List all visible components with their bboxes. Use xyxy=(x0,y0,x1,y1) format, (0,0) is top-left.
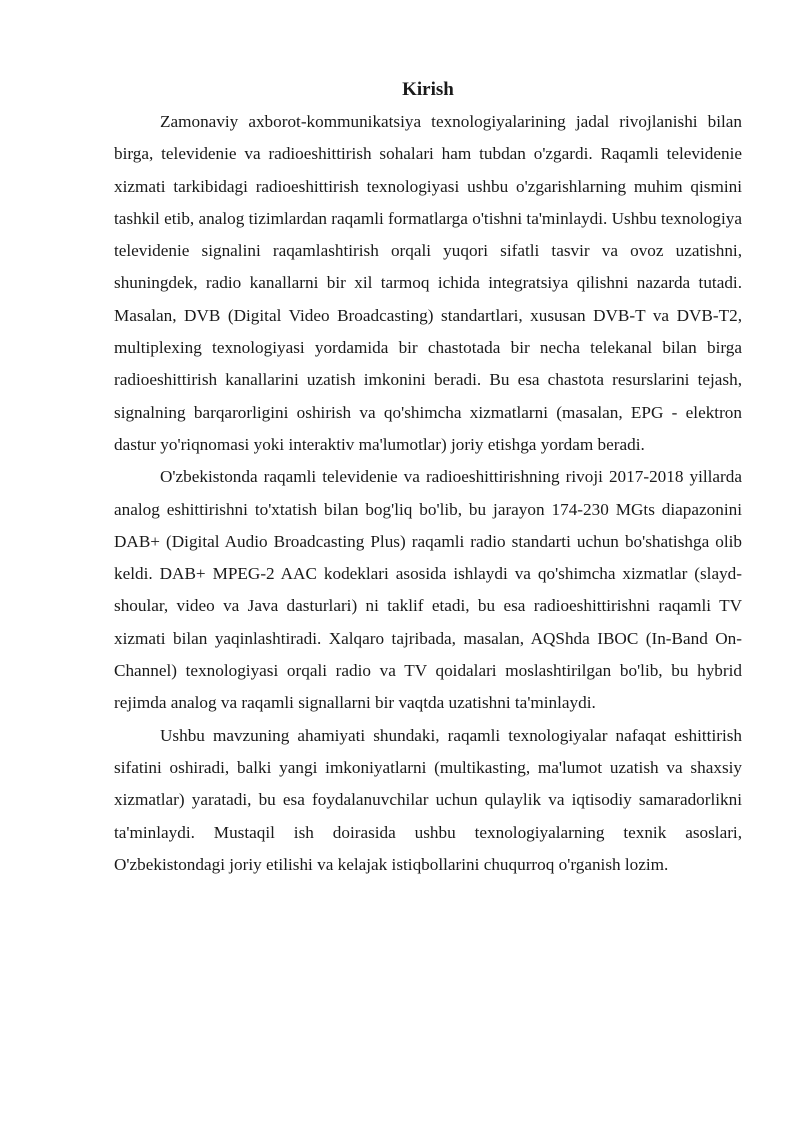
paragraph-intro: Zamonaviy axborot-kommunikatsiya texnologiyalarining jadal rivojlanishi bilan birga, televidenie va radioeshittirish sohalari ham tubdan o'zgardi. Raqamli televidenie xizmati tarkibidagi radioeshittirish texnologiyasi ushbu o'zgarishlarning muhim qismini tashkil etib, analog tizimlardan raqamli formatlarga o'tishni ta'minlaydi. Ushbu texnologiya televidenie signalini raqamlashtirish orqali yuqori sifatli tasvir va ovoz uzatishni, shuningdek, radio kanallarni bir xil tarmoq ichida integratsiya qilishni nazarda tutadi. Masalan, DVB (Digital Video Broadcasting) standartlari, xususan DVB-T va DVB-T2, multiplexing texnologiyasi yordamida bir chastotada bir necha telekanal bilan birga radioeshittirish kanallarini uzatish imkonini beradi. Bu esa chastota resurslarini tejash, signalning barqarorligini oshirish va qo'shimcha xizmatlarni (masalan, EPG - elektron dastur yo'riqnomasi yoki interaktiv ma'lumotlar) joriy etishga yordam beradi. xyxy=(114,112,742,454)
page-title: Kirish xyxy=(402,79,454,100)
paragraph-importance: Ushbu mavzuning ahamiyati shundaki, raqamli texnologiyalar nafaqat eshittirish sifatini oshiradi, balki yangi imkoniyatlarni (multikasting, ma'lumot uzatish va shaxsiy xizmatlar) yaratadi, bu esa foydalanuvchilar uchun qulaylik va iqtisodiy samaradorlikni ta'minlaydi. Mustaqil ish doirasida ushbu texnologiyalarning texnik asoslari, O'zbekistondagi joriy etilishi va kelajak istiqbollarini chuqurroq o'rganish lozim. xyxy=(114,725,742,874)
document-body xyxy=(114,74,742,881)
paragraph-uzbekistan: O'zbekistonda raqamli televidenie va radioeshittirishning rivoji 2017-2018 yillarda analog eshittirishni to'xtatish bilan bog'liq bo'lib, bu jarayon 174-230 MGts diapazonini DAB+ (Digital Audio Broadcasting Plus) raqamli radio standarti uchun bo'shatishga olib keldi. DAB+ MPEG-2 AAC kodeklari asosida ishlaydi va qo'shimcha xizmatlar (slayd-shoular, video va Java dasturlari) ni taklif etadi, bu esa radioeshittirishni raqamli TV xizmati bilan yaqinlashtiradi. Xalqaro tajribada, masalan, AQShda IBOC (In-Band On-Channel) texnologiyasi orqali radio va TV qoidalari moslashtirilgan bo'lib, bu hybrid rejimda analog va raqamli signallarni bir vaqtda uzatishni ta'minlaydi. xyxy=(114,467,742,713)
